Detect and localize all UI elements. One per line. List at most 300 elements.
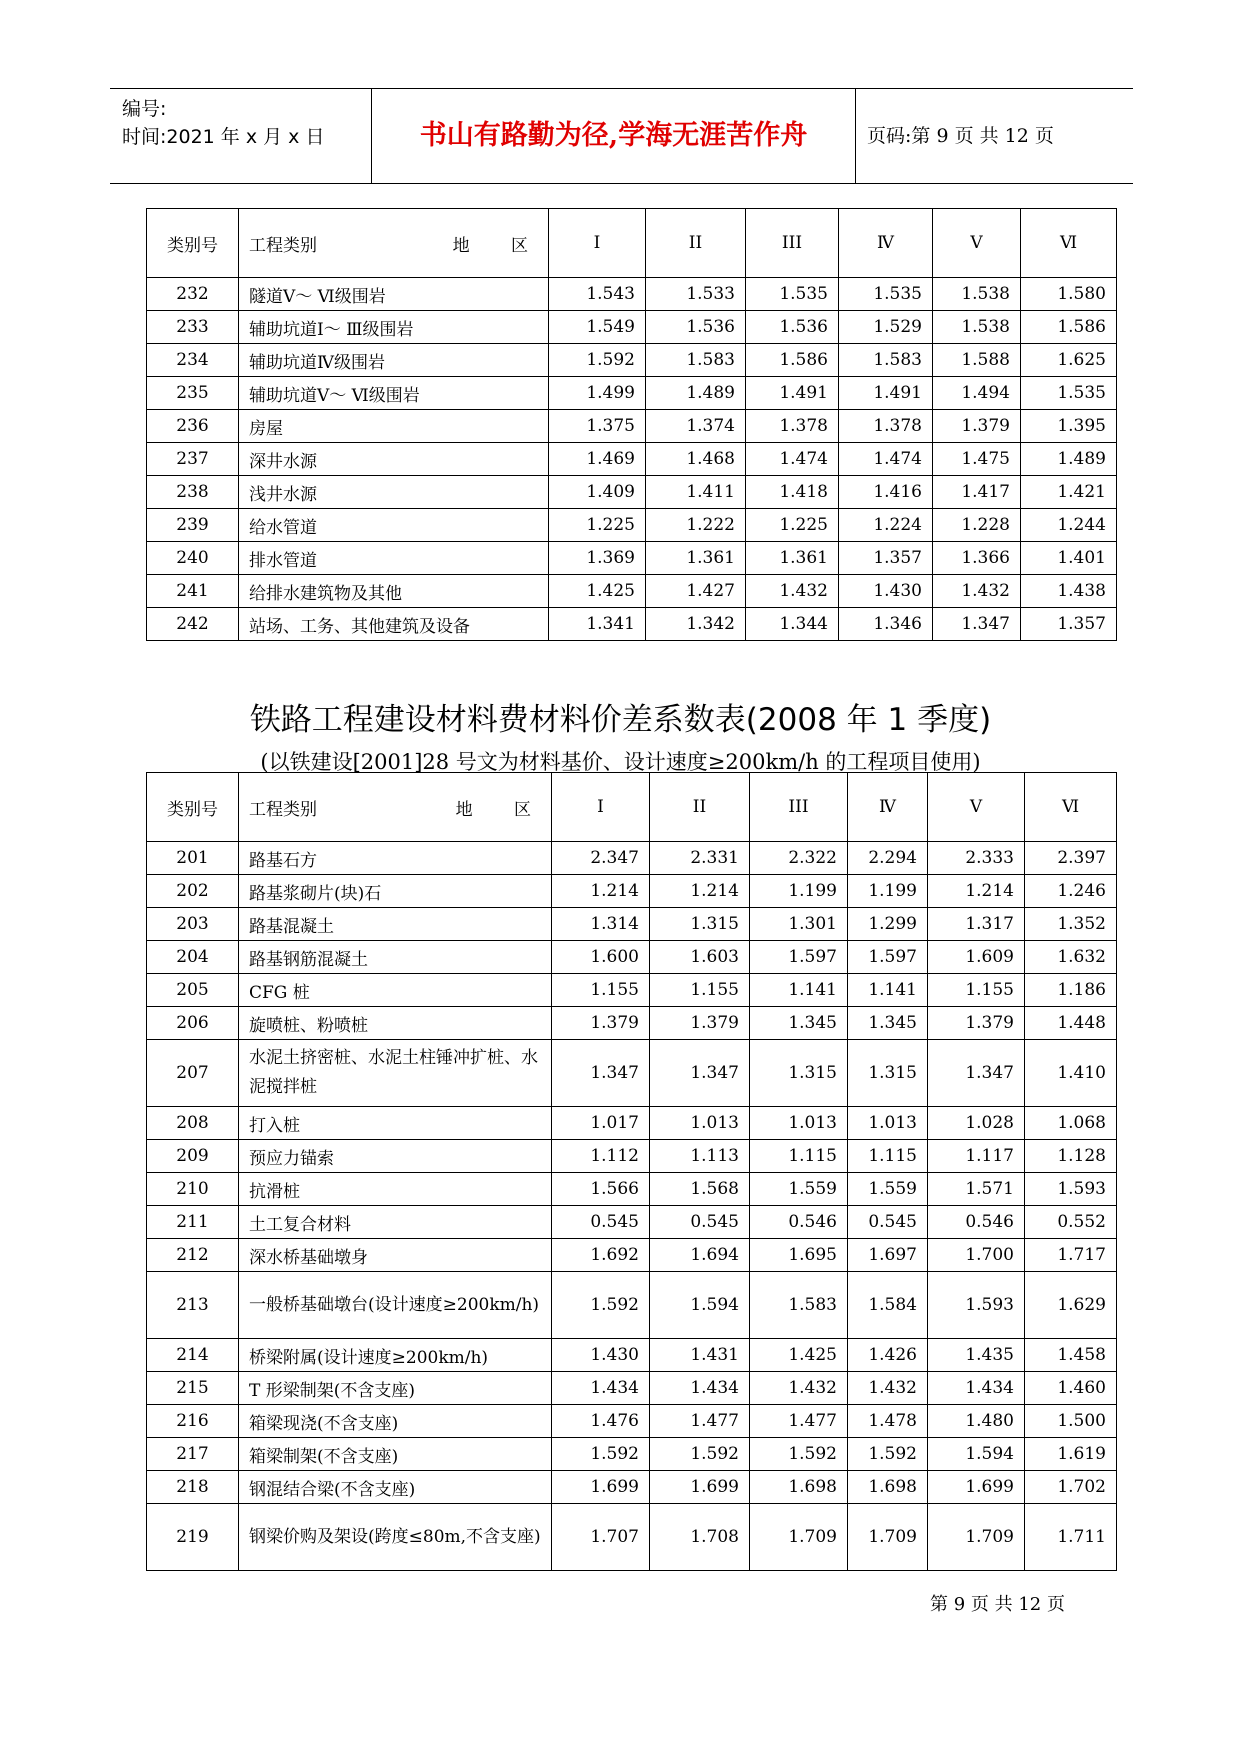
header-page-label: 页码:第 9 页 共 12 页 <box>867 125 1054 147</box>
row-name: 深井水源 <box>239 443 549 476</box>
row-value: 1.583 <box>646 344 746 377</box>
row-value: 1.379 <box>552 1007 650 1040</box>
row-value: 1.597 <box>848 941 928 974</box>
row-value: 1.566 <box>552 1173 650 1206</box>
row-value: 1.013 <box>848 1107 928 1140</box>
row-value: 1.609 <box>928 941 1025 974</box>
row-value: 1.594 <box>928 1438 1025 1471</box>
row-value: 1.301 <box>750 908 848 941</box>
row-value: 1.594 <box>650 1272 750 1339</box>
row-value: 1.489 <box>1021 443 1117 476</box>
header-region-6: Ⅵ <box>1021 209 1117 278</box>
row-name: T 形梁制架(不含支座) <box>239 1372 552 1405</box>
row-value: 1.536 <box>646 311 746 344</box>
table-row <box>147 542 1117 575</box>
header-category-label: 工程类别 <box>249 799 317 820</box>
row-value: 1.345 <box>750 1007 848 1040</box>
table-row <box>147 509 1117 542</box>
header-id: 类别号 <box>147 209 239 278</box>
row-value: 1.491 <box>746 377 839 410</box>
table-row <box>147 1206 1117 1239</box>
row-value: 1.115 <box>848 1140 928 1173</box>
table-row <box>147 1040 1117 1107</box>
row-value: 1.317 <box>928 908 1025 941</box>
row-value: 1.228 <box>933 509 1021 542</box>
row-value: 1.225 <box>549 509 646 542</box>
row-value: 1.702 <box>1025 1471 1117 1504</box>
row-value: 2.322 <box>750 842 848 875</box>
row-name: 浅井水源 <box>239 476 549 509</box>
row-value: 1.113 <box>650 1140 750 1173</box>
row-value: 1.476 <box>552 1405 650 1438</box>
table-row <box>147 1471 1117 1504</box>
table-row <box>147 311 1117 344</box>
row-value: 2.397 <box>1025 842 1117 875</box>
coefficient-table-1 <box>146 208 1117 641</box>
row-value: 1.538 <box>933 311 1021 344</box>
row-value: 1.469 <box>549 443 646 476</box>
row-value: 1.500 <box>1025 1405 1117 1438</box>
row-value: 1.568 <box>650 1173 750 1206</box>
row-id: 218 <box>147 1471 239 1504</box>
row-value: 1.708 <box>650 1504 750 1571</box>
row-value: 1.592 <box>552 1272 650 1339</box>
table-row <box>147 974 1117 1007</box>
header-region-2: II <box>650 773 750 842</box>
table-row <box>147 410 1117 443</box>
row-value: 1.352 <box>1025 908 1117 941</box>
row-name: 辅助坑道Ⅴ～ Ⅵ级围岩 <box>239 377 549 410</box>
row-value: 1.583 <box>839 344 933 377</box>
row-value: 1.586 <box>746 344 839 377</box>
row-value: 1.401 <box>1021 542 1117 575</box>
row-value: 1.347 <box>928 1040 1025 1107</box>
row-value: 1.583 <box>750 1272 848 1339</box>
header-category-label: 工程类别 <box>249 235 317 256</box>
row-value: 1.342 <box>646 608 746 641</box>
row-value: 1.432 <box>746 575 839 608</box>
row-id: 232 <box>147 278 239 311</box>
row-value: 1.366 <box>933 542 1021 575</box>
row-value: 1.438 <box>1021 575 1117 608</box>
row-name: 路基钢筋混凝土 <box>239 941 552 974</box>
row-name: 预应力锚索 <box>239 1140 552 1173</box>
row-value: 1.592 <box>549 344 646 377</box>
row-value: 1.155 <box>928 974 1025 1007</box>
row-value: 1.593 <box>1025 1173 1117 1206</box>
row-value: 1.028 <box>928 1107 1025 1140</box>
row-id: 213 <box>147 1272 239 1339</box>
row-value: 1.357 <box>839 542 933 575</box>
row-name: 隧道Ⅴ～ Ⅵ级围岩 <box>239 278 549 311</box>
table-row <box>147 344 1117 377</box>
row-id: 212 <box>147 1239 239 1272</box>
table-row <box>147 941 1117 974</box>
row-value: 1.314 <box>552 908 650 941</box>
row-id: 237 <box>147 443 239 476</box>
row-id: 242 <box>147 608 239 641</box>
row-name: 辅助坑道Ⅳ级围岩 <box>239 344 549 377</box>
row-value: 1.491 <box>839 377 933 410</box>
row-value: 1.709 <box>848 1504 928 1571</box>
row-id: 206 <box>147 1007 239 1040</box>
row-value: 1.225 <box>746 509 839 542</box>
row-value: 1.431 <box>650 1339 750 1372</box>
row-value: 1.411 <box>646 476 746 509</box>
table-header-row <box>147 209 1117 278</box>
table-row <box>147 608 1117 641</box>
row-value: 1.430 <box>839 575 933 608</box>
row-value: 1.426 <box>848 1339 928 1372</box>
row-value: 1.112 <box>552 1140 650 1173</box>
row-name: 水泥土挤密桩、水泥土柱锤冲扩桩、水泥搅拌桩 <box>239 1040 552 1107</box>
row-value: 1.379 <box>928 1007 1025 1040</box>
row-value: 1.625 <box>1021 344 1117 377</box>
row-value: 1.222 <box>646 509 746 542</box>
table-row <box>147 1372 1117 1405</box>
row-value: 1.536 <box>746 311 839 344</box>
row-value: 1.699 <box>650 1471 750 1504</box>
table-row <box>147 1140 1117 1173</box>
row-value: 1.475 <box>933 443 1021 476</box>
row-value: 1.529 <box>839 311 933 344</box>
header-category-wrap <box>249 231 546 256</box>
row-value: 1.629 <box>1025 1272 1117 1339</box>
row-value: 1.186 <box>1025 974 1117 1007</box>
row-value: 1.427 <box>646 575 746 608</box>
row-value: 1.417 <box>933 476 1021 509</box>
row-value: 1.699 <box>552 1471 650 1504</box>
row-value: 1.699 <box>928 1471 1025 1504</box>
row-value: 1.535 <box>746 278 839 311</box>
row-value: 1.421 <box>1021 476 1117 509</box>
row-value: 1.425 <box>750 1339 848 1372</box>
row-value: 1.448 <box>1025 1007 1117 1040</box>
row-name: 箱梁制架(不含支座) <box>239 1438 552 1471</box>
row-value: 1.592 <box>750 1438 848 1471</box>
row-name: 辅助坑道Ⅰ～ Ⅲ级围岩 <box>239 311 549 344</box>
row-value: 1.586 <box>1021 311 1117 344</box>
header-region-5: V <box>933 209 1021 278</box>
table-row <box>147 1007 1117 1040</box>
header-category-wrap <box>249 795 549 820</box>
row-id: 240 <box>147 542 239 575</box>
row-name: 箱梁现浇(不含支座) <box>239 1405 552 1438</box>
row-value: 1.533 <box>646 278 746 311</box>
row-value: 1.474 <box>746 443 839 476</box>
table-row <box>147 1504 1117 1571</box>
header-region-5: V <box>928 773 1025 842</box>
table-row <box>147 1107 1117 1140</box>
row-value: 2.294 <box>848 842 928 875</box>
table-row <box>147 1405 1117 1438</box>
row-value: 1.477 <box>650 1405 750 1438</box>
table-row <box>147 443 1117 476</box>
page-footer: 第 9 页 共 12 页 <box>930 1594 1065 1615</box>
row-id: 204 <box>147 941 239 974</box>
header-category <box>239 773 552 842</box>
row-value: 1.694 <box>650 1239 750 1272</box>
row-value: 1.559 <box>848 1173 928 1206</box>
row-value: 1.155 <box>650 974 750 1007</box>
row-name: 路基石方 <box>239 842 552 875</box>
row-value: 1.369 <box>549 542 646 575</box>
table-row <box>147 377 1117 410</box>
row-value: 1.315 <box>848 1040 928 1107</box>
row-value: 1.597 <box>750 941 848 974</box>
row-value: 1.017 <box>552 1107 650 1140</box>
row-value: 1.549 <box>549 311 646 344</box>
row-value: 1.344 <box>746 608 839 641</box>
row-value: 1.698 <box>848 1471 928 1504</box>
table-row <box>147 1173 1117 1206</box>
row-value: 1.345 <box>848 1007 928 1040</box>
row-value: 1.489 <box>646 377 746 410</box>
table-title: 铁路工程建设材料费材料价差系数表(2008 年 1 季度) <box>249 702 992 738</box>
row-value: 1.416 <box>839 476 933 509</box>
row-value: 1.199 <box>848 875 928 908</box>
row-value: 1.299 <box>848 908 928 941</box>
row-value: 1.432 <box>750 1372 848 1405</box>
row-id: 235 <box>147 377 239 410</box>
table-row <box>147 1272 1117 1339</box>
row-value: 1.347 <box>933 608 1021 641</box>
row-value: 1.458 <box>1025 1339 1117 1372</box>
row-value: 1.707 <box>552 1504 650 1571</box>
row-id: 205 <box>147 974 239 1007</box>
row-value: 1.580 <box>1021 278 1117 311</box>
row-value: 1.141 <box>750 974 848 1007</box>
row-value: 1.357 <box>1021 608 1117 641</box>
row-value: 1.494 <box>933 377 1021 410</box>
row-name: 给水管道 <box>239 509 549 542</box>
row-id: 202 <box>147 875 239 908</box>
table-row <box>147 1339 1117 1372</box>
row-value: 1.430 <box>552 1339 650 1372</box>
table-row <box>147 278 1117 311</box>
header-region-label: 地 区 <box>452 235 546 256</box>
row-value: 1.698 <box>750 1471 848 1504</box>
header-region-3: III <box>746 209 839 278</box>
header-category <box>239 209 549 278</box>
row-name: 给排水建筑物及其他 <box>239 575 549 608</box>
header-motto: 书山有路勤为径,学海无涯苦作舟 <box>419 120 808 151</box>
row-value: 1.603 <box>650 941 750 974</box>
row-id: 238 <box>147 476 239 509</box>
row-value: 1.711 <box>1025 1504 1117 1571</box>
row-value: 1.584 <box>848 1272 928 1339</box>
table-row <box>147 1239 1117 1272</box>
row-value: 1.346 <box>839 608 933 641</box>
row-value: 1.224 <box>839 509 933 542</box>
row-value: 0.546 <box>928 1206 1025 1239</box>
row-value: 1.315 <box>650 908 750 941</box>
row-value: 1.199 <box>750 875 848 908</box>
row-id: 217 <box>147 1438 239 1471</box>
row-value: 1.600 <box>552 941 650 974</box>
table-row <box>147 575 1117 608</box>
row-id: 210 <box>147 1173 239 1206</box>
row-value: 1.709 <box>928 1504 1025 1571</box>
row-value: 1.418 <box>746 476 839 509</box>
row-name: 深水桥基础墩身 <box>239 1239 552 1272</box>
row-value: 1.432 <box>848 1372 928 1405</box>
row-id: 214 <box>147 1339 239 1372</box>
row-value: 1.425 <box>549 575 646 608</box>
table-header-row <box>147 773 1117 842</box>
row-value: 1.480 <box>928 1405 1025 1438</box>
row-value: 1.535 <box>839 278 933 311</box>
row-value: 1.434 <box>928 1372 1025 1405</box>
row-value: 1.592 <box>848 1438 928 1471</box>
header-id: 类别号 <box>147 773 239 842</box>
row-name: 房屋 <box>239 410 549 443</box>
row-name: 钢混结合梁(不含支座) <box>239 1471 552 1504</box>
row-value: 1.632 <box>1025 941 1117 974</box>
row-value: 1.128 <box>1025 1140 1117 1173</box>
row-id: 207 <box>147 1040 239 1107</box>
row-value: 1.013 <box>650 1107 750 1140</box>
row-value: 1.374 <box>646 410 746 443</box>
table-row <box>147 908 1117 941</box>
row-value: 1.592 <box>552 1438 650 1471</box>
row-value: 1.692 <box>552 1239 650 1272</box>
row-value: 1.538 <box>933 278 1021 311</box>
row-id: 201 <box>147 842 239 875</box>
row-value: 1.361 <box>646 542 746 575</box>
row-value: 1.115 <box>750 1140 848 1173</box>
row-value: 2.347 <box>552 842 650 875</box>
header-region-2: II <box>646 209 746 278</box>
header-divider <box>855 89 856 183</box>
row-value: 1.434 <box>552 1372 650 1405</box>
row-id: 209 <box>147 1140 239 1173</box>
row-value: 1.559 <box>750 1173 848 1206</box>
row-id: 215 <box>147 1372 239 1405</box>
row-value: 1.378 <box>746 410 839 443</box>
row-id: 233 <box>147 311 239 344</box>
row-value: 1.409 <box>549 476 646 509</box>
row-id: 208 <box>147 1107 239 1140</box>
row-value: 1.141 <box>848 974 928 1007</box>
row-name: 土工复合材料 <box>239 1206 552 1239</box>
page-header <box>110 88 1133 184</box>
row-value: 0.545 <box>650 1206 750 1239</box>
row-name: 路基混凝土 <box>239 908 552 941</box>
row-name: 打入桩 <box>239 1107 552 1140</box>
row-value: 1.593 <box>928 1272 1025 1339</box>
row-value: 1.499 <box>549 377 646 410</box>
row-value: 1.379 <box>650 1007 750 1040</box>
row-value: 1.068 <box>1025 1107 1117 1140</box>
row-name: 一般桥基础墩台(设计速度≥200km/h) <box>239 1272 552 1339</box>
table-row <box>147 476 1117 509</box>
row-value: 1.117 <box>928 1140 1025 1173</box>
row-value: 1.432 <box>933 575 1021 608</box>
row-value: 1.214 <box>552 875 650 908</box>
row-name: 桥梁附属(设计速度≥200km/h) <box>239 1339 552 1372</box>
header-meta <box>122 95 324 151</box>
row-value: 2.333 <box>928 842 1025 875</box>
row-value: 1.379 <box>933 410 1021 443</box>
row-value: 1.619 <box>1025 1438 1117 1471</box>
row-value: 1.592 <box>650 1438 750 1471</box>
row-value: 1.315 <box>750 1040 848 1107</box>
row-name: 抗滑桩 <box>239 1173 552 1206</box>
row-value: 1.460 <box>1025 1372 1117 1405</box>
row-value: 1.435 <box>928 1339 1025 1372</box>
row-value: 0.545 <box>552 1206 650 1239</box>
coefficient-table-2 <box>146 772 1117 1571</box>
row-value: 0.545 <box>848 1206 928 1239</box>
row-value: 1.013 <box>750 1107 848 1140</box>
row-id: 216 <box>147 1405 239 1438</box>
row-value: 1.347 <box>650 1040 750 1107</box>
row-value: 1.571 <box>928 1173 1025 1206</box>
header-region-label: 地 区 <box>455 799 549 820</box>
row-value: 1.697 <box>848 1239 928 1272</box>
row-value: 1.543 <box>549 278 646 311</box>
row-value: 1.214 <box>650 875 750 908</box>
row-value: 1.378 <box>839 410 933 443</box>
row-value: 1.395 <box>1021 410 1117 443</box>
header-region-6: Ⅵ <box>1025 773 1117 842</box>
row-value: 1.155 <box>552 974 650 1007</box>
table-row <box>147 1438 1117 1471</box>
row-value: 1.246 <box>1025 875 1117 908</box>
row-id: 219 <box>147 1504 239 1571</box>
row-id: 203 <box>147 908 239 941</box>
row-value: 2.331 <box>650 842 750 875</box>
row-value: 1.244 <box>1021 509 1117 542</box>
row-name: 站场、工务、其他建筑及设备 <box>239 608 549 641</box>
row-value: 1.717 <box>1025 1239 1117 1272</box>
row-value: 1.709 <box>750 1504 848 1571</box>
row-id: 241 <box>147 575 239 608</box>
row-value: 1.347 <box>552 1040 650 1107</box>
row-value: 1.474 <box>839 443 933 476</box>
row-value: 1.214 <box>928 875 1025 908</box>
row-id: 234 <box>147 344 239 377</box>
header-region-3: III <box>750 773 848 842</box>
row-value: 1.588 <box>933 344 1021 377</box>
row-name: 路基浆砌片(块)石 <box>239 875 552 908</box>
row-value: 0.552 <box>1025 1206 1117 1239</box>
row-name: CFG 桩 <box>239 974 552 1007</box>
row-name: 旋喷桩、粉喷桩 <box>239 1007 552 1040</box>
number-label: 编号: <box>122 98 167 120</box>
row-value: 1.341 <box>549 608 646 641</box>
row-value: 1.477 <box>750 1405 848 1438</box>
row-value: 1.535 <box>1021 377 1117 410</box>
row-id: 239 <box>147 509 239 542</box>
row-value: 1.695 <box>750 1239 848 1272</box>
table-subtitle: (以铁建设[2001]28 号文为材料基价、设计速度≥200km/h 的工程项目使用) <box>260 750 981 774</box>
header-region-4: Ⅳ <box>848 773 928 842</box>
row-value: 0.546 <box>750 1206 848 1239</box>
header-region-1: I <box>549 209 646 278</box>
row-value: 1.700 <box>928 1239 1025 1272</box>
row-value: 1.468 <box>646 443 746 476</box>
header-region-1: I <box>552 773 650 842</box>
time-label: 时间:2021 年 x 月 x 日 <box>122 126 325 148</box>
row-value: 1.410 <box>1025 1040 1117 1107</box>
row-value: 1.375 <box>549 410 646 443</box>
row-name: 排水管道 <box>239 542 549 575</box>
table-row <box>147 875 1117 908</box>
row-value: 1.361 <box>746 542 839 575</box>
row-name: 钢梁价购及架设(跨度≤80m,不含支座) <box>239 1504 552 1571</box>
